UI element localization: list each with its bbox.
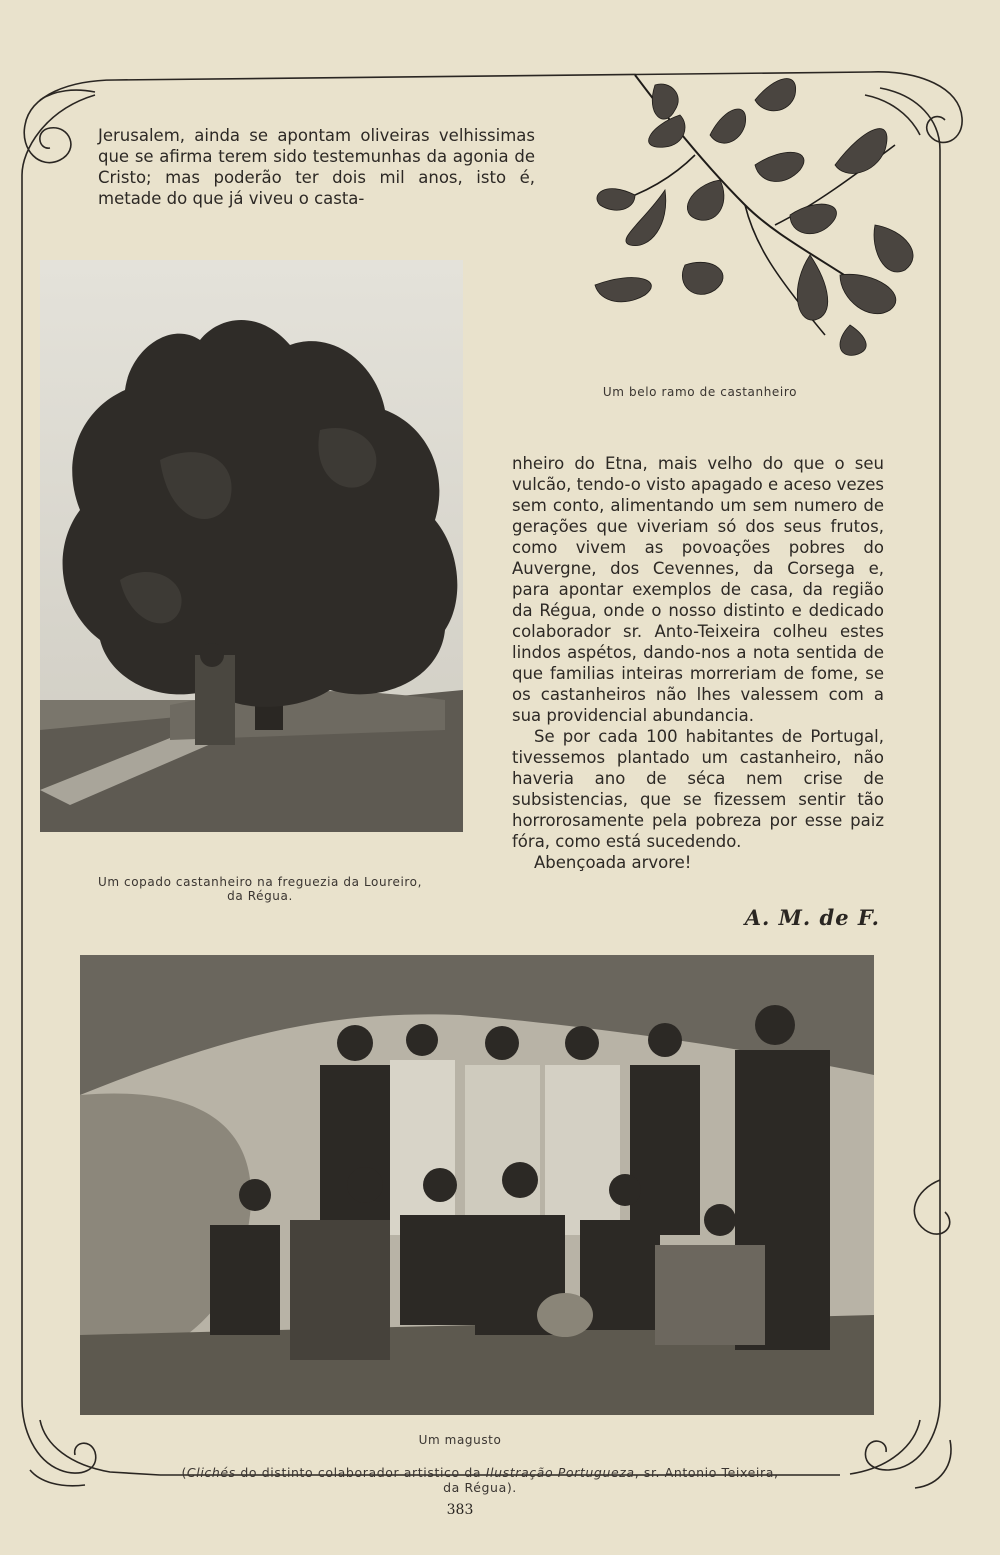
group-caption-text: Um magusto bbox=[418, 1433, 502, 1447]
intro-text: Jerusalem, ainda se apontam oliveiras velhissimas que se afirma terem sido testemunhas da agonia de Cristo; mas poderão ter dois mil anos, isto é, metade do que já viveu o casta- bbox=[98, 126, 535, 208]
photo-credit bbox=[100, 1465, 860, 1495]
credit-middle: do distinto colaborador artistico da bbox=[235, 1465, 486, 1480]
page-number: 383 bbox=[446, 1502, 474, 1518]
photo-credit-line-1 bbox=[100, 1465, 860, 1480]
main-text-column bbox=[512, 453, 884, 873]
tree-caption-line-2: da Régua. bbox=[227, 889, 293, 903]
photo-credit-line-2: da Régua). bbox=[443, 1480, 517, 1495]
author-signature: A. M. de F. bbox=[744, 905, 880, 930]
credit-open-paren: ( bbox=[181, 1465, 187, 1480]
tree-caption bbox=[60, 875, 460, 903]
main-paragraph-1: nheiro do Etna, mais velho do que o seu vulcão, tendo-o visto apagado e aceso vezes sem conto, alimentando um sem numero de gerações que viveriam só dos seus frutos, como vivem as povoações pobres do Auvergne, dos Cevennes, da Corsega e, para apontar exemplos de casa, da região da Régua, onde o nosso distinto e dedicado colaborador sr. Anto-Teixeira colheu estes lindos aspétos, dando-nos a nota sentida de que familias inteiras morreriam de fome, se os castanheiros não lhes valessem com a sua providencial abundancia. bbox=[512, 454, 884, 725]
branch-caption bbox=[560, 385, 840, 399]
chestnut-tree-photo bbox=[40, 260, 463, 832]
credit-end: , sr. Antonio Teixeira, bbox=[634, 1465, 779, 1480]
chestnut-branch-illustration bbox=[575, 55, 935, 360]
tree-caption-line-1: Um copado castanheiro na freguezia da Loureiro, bbox=[97, 875, 423, 889]
closing-line: Abençoada arvore! bbox=[534, 853, 692, 872]
group-caption bbox=[380, 1433, 540, 1447]
credit-cliches: Clichés bbox=[186, 1465, 236, 1480]
main-paragraph-2: Se por cada 100 habitantes de Portugal, tivessemos plantado um castanheiro, não haveria ano de séca nem crise de subsistencias, que se fizessem sentir tão horrorosamente pela pobreza por esse paiz fóra, como está sucedendo. bbox=[512, 727, 884, 851]
intro-paragraph bbox=[98, 125, 535, 209]
branch-caption-text: Um belo ramo de castanheiro bbox=[602, 385, 798, 399]
magusto-group-photo bbox=[80, 955, 874, 1415]
credit-publication: Ilustração Portugueza bbox=[485, 1465, 635, 1480]
